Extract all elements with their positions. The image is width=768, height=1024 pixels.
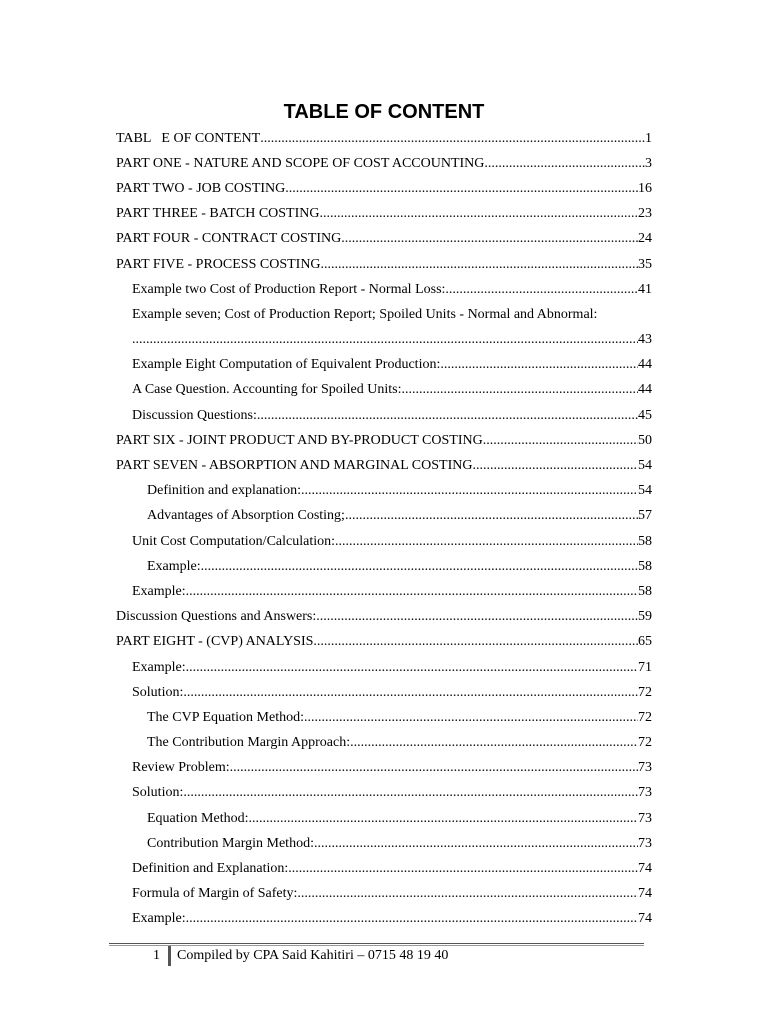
toc-entry-page: 50	[638, 432, 652, 448]
toc-entry[interactable]	[116, 882, 652, 907]
toc-entry[interactable]	[116, 453, 652, 478]
toc-entry-page: 58	[638, 558, 652, 574]
toc-leader-dots	[445, 282, 638, 298]
toc-entry-text: Example two Cost of Production Report - Normal Loss:	[132, 281, 446, 297]
toc-entry-text: The Contribution Margin Approach:	[147, 735, 351, 751]
toc-entry[interactable]	[116, 831, 652, 856]
toc-leader-dots	[440, 357, 638, 373]
toc-entry-text: Unit Cost Computation/Calculation:	[132, 533, 335, 549]
footer-bar	[168, 946, 171, 966]
toc-entry[interactable]	[116, 756, 652, 781]
toc-leader-dots	[183, 785, 638, 801]
toc-leader-dots	[472, 458, 638, 474]
table-of-contents	[116, 126, 652, 932]
toc-leader-dots	[183, 685, 638, 701]
toc-entry-text: Example:	[132, 659, 186, 675]
toc-leader-dots	[304, 710, 638, 726]
toc-leader-dots	[320, 206, 639, 222]
toc-entry-text: PART TWO - JOB COSTING	[116, 180, 286, 196]
toc-entry-text: A Case Question. Accounting for Spoiled Units:	[132, 382, 402, 398]
toc-entry[interactable]	[116, 806, 652, 831]
toc-leader-dots	[401, 382, 638, 398]
toc-entry-page: 45	[638, 407, 652, 423]
toc-entry-text: Solution:	[132, 785, 184, 801]
toc-leader-dots	[249, 811, 639, 827]
page-title: TABLE OF CONTENT	[283, 101, 485, 123]
toc-entry[interactable]	[116, 680, 652, 705]
toc-entry-page: 58	[638, 533, 652, 549]
toc-leader-dots	[288, 861, 638, 877]
toc-entry-page: 72	[638, 735, 652, 751]
toc-entry-page: 73	[638, 785, 652, 801]
toc-entry-page: 1	[645, 130, 652, 146]
toc-entry-page: 71	[638, 659, 652, 675]
toc-entry-page: 44	[638, 357, 652, 373]
toc-entry[interactable]	[116, 428, 652, 453]
toc-entry[interactable]	[116, 126, 652, 151]
toc-entry-page: 65	[638, 634, 652, 650]
toc-entry-text: Discussion Questions and Answers:	[116, 609, 317, 625]
toc-entry-page: 74	[638, 911, 652, 927]
page-footer	[150, 946, 448, 966]
toc-entry[interactable]	[116, 605, 652, 630]
toc-entry-text: Discussion Questions:	[132, 407, 257, 423]
toc-entry-text: PART EIGHT - (CVP) ANALYSIS	[116, 634, 314, 650]
toc-entry-text: Advantages of Absorption Costing;	[147, 508, 345, 524]
toc-leader-dots	[484, 156, 645, 172]
toc-leader-dots	[345, 508, 638, 524]
toc-entry-page: 72	[638, 709, 652, 725]
toc-entry[interactable]	[116, 630, 652, 655]
toc-entry-text: PART THREE - BATCH COSTING	[116, 206, 320, 222]
toc-entry-text: TABL E OF CONTENT	[116, 130, 261, 146]
toc-leader-dots	[316, 609, 638, 625]
toc-entry-text: Example:	[132, 583, 186, 599]
toc-entry-page: 16	[638, 180, 652, 196]
toc-entry-text: PART ONE - NATURE AND SCOPE OF COST ACCOUNTING	[116, 155, 485, 171]
toc-entry[interactable]	[116, 529, 652, 554]
footer-page-number: 1	[153, 948, 160, 963]
toc-entry-page: 74	[638, 886, 652, 902]
toc-entry-text: PART SIX - JOINT PRODUCT AND BY-PRODUCT COSTING	[116, 432, 483, 448]
toc-entry[interactable]	[116, 479, 652, 504]
toc-entry[interactable]	[116, 176, 652, 201]
toc-entry-page: 54	[638, 458, 652, 474]
toc-leader-dots	[132, 332, 638, 348]
toc-entry[interactable]	[116, 277, 652, 302]
toc-entry[interactable]	[116, 655, 652, 680]
toc-entry-page: 73	[638, 760, 652, 776]
toc-entry-text: PART FOUR - CONTRACT COSTING	[116, 231, 342, 247]
toc-entry[interactable]	[116, 554, 652, 579]
toc-entry-page: 73	[638, 835, 652, 851]
toc-entry[interactable]	[116, 907, 652, 932]
toc-entry-page: 54	[638, 483, 652, 499]
toc-entry[interactable]	[116, 151, 652, 176]
toc-entry[interactable]	[116, 504, 652, 529]
toc-entry[interactable]	[116, 227, 652, 252]
toc-leader-dots	[321, 257, 638, 273]
toc-leader-dots	[313, 634, 638, 650]
toc-entry[interactable]	[116, 731, 652, 756]
toc-entry[interactable]	[116, 252, 652, 277]
toc-leader-dots	[341, 231, 638, 247]
toc-entry-page: 24	[638, 231, 652, 247]
toc-entry-text: Definition and explanation:	[147, 483, 301, 499]
toc-entry-page: 3	[645, 155, 652, 171]
footer-text: Compiled by CPA Said Kahitiri – 0715 48 19 40	[177, 948, 449, 963]
toc-entry[interactable]	[116, 781, 652, 806]
toc-leader-dots	[483, 433, 638, 449]
toc-entry-text: Example:	[132, 911, 186, 927]
toc-entry-page: 74	[638, 861, 652, 877]
toc-entry-page: 58	[638, 583, 652, 599]
toc-entry-text: PART SEVEN - ABSORPTION AND MARGINAL COSTING	[116, 458, 473, 474]
toc-leader-dots	[201, 559, 638, 575]
toc-leader-dots	[314, 836, 638, 852]
toc-leader-dots	[257, 408, 638, 424]
toc-entry-page: 44	[638, 382, 652, 398]
toc-entry-page: 57	[638, 508, 652, 524]
toc-entry-page: 59	[638, 609, 652, 625]
toc-leader-dots	[335, 534, 638, 550]
toc-leader-dots	[285, 181, 638, 197]
toc-leader-dots	[297, 886, 638, 902]
toc-leader-dots	[186, 660, 638, 676]
toc-entry[interactable]	[116, 705, 652, 730]
toc-leader-dots	[230, 760, 638, 776]
toc-entry[interactable]	[116, 378, 652, 403]
toc-entry-text: Review Problem:	[132, 760, 230, 776]
toc-entry-text: The CVP Equation Method:	[147, 709, 304, 725]
toc-leader-dots	[350, 735, 638, 751]
toc-entry[interactable]	[116, 353, 652, 378]
toc-entry[interactable]	[116, 302, 652, 352]
toc-entry-page: 41	[638, 281, 652, 297]
toc-entry-text: Example Eight Computation of Equivalent Production:	[132, 357, 441, 373]
toc-entry[interactable]	[116, 856, 652, 881]
toc-entry-page: 23	[638, 206, 652, 222]
toc-entry-text: Equation Method:	[147, 810, 249, 826]
toc-entry[interactable]	[116, 403, 652, 428]
toc-entry-text: Example seven; Cost of Production Report; Spoiled Units - Normal and Abnormal:	[132, 306, 598, 322]
toc-entry-text: Contribution Margin Method:	[147, 835, 314, 851]
toc-entry-text: Solution:	[132, 684, 184, 700]
toc-entry-page: 73	[638, 810, 652, 826]
toc-entry-text: Definition and Explanation:	[132, 861, 289, 877]
toc-leader-dots	[186, 584, 638, 600]
toc-entry[interactable]	[116, 579, 652, 604]
toc-entry-text: PART FIVE - PROCESS COSTING	[116, 256, 321, 272]
toc-leader-dots	[301, 483, 638, 499]
toc-entry[interactable]	[116, 202, 652, 227]
toc-entry-page: 35	[638, 256, 652, 272]
footer-divider	[109, 943, 644, 944]
toc-entry-text: Formula of Margin of Safety:	[132, 886, 298, 902]
toc-leader-dots	[186, 911, 638, 927]
toc-entry-page: 43	[638, 332, 652, 348]
toc-entry-page: 72	[638, 684, 652, 700]
toc-entry-text: Example:	[147, 558, 201, 574]
toc-leader-dots	[260, 131, 645, 147]
